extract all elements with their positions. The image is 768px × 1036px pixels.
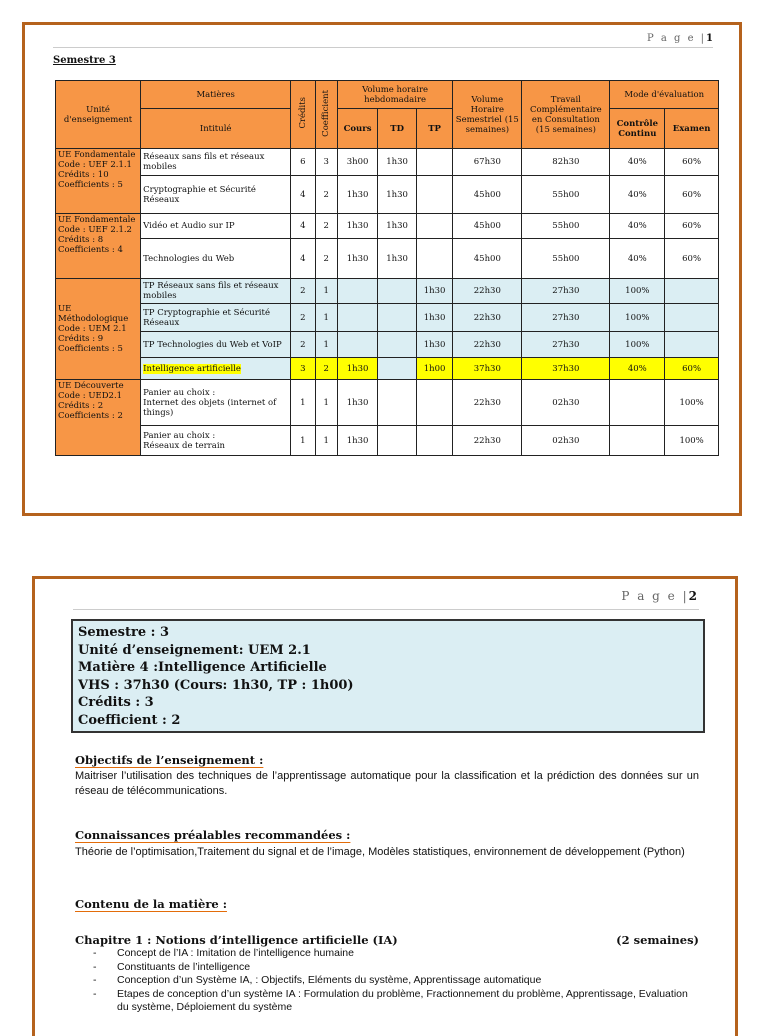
header-coefficient: Coefficient: [315, 81, 337, 149]
cell-intitule: Panier au choix : Internet des objets (internet of things): [141, 380, 291, 426]
cell-intitule: TP Cryptographie et Sécurité Réseaux: [141, 304, 291, 332]
table-row: [56, 332, 719, 358]
cell-cours: 1h30: [337, 239, 378, 279]
list-item: - Etapes de conception d’un système IA : Formulation du problème, Fractionnement du problème, Apprentissage, Evaluation du système, Déploiement du système: [91, 988, 691, 1015]
chapitre-1-title: Chapitre 1 : Notions d’intelligence artificielle (IA): [75, 933, 398, 947]
cell-vhs: 22h30: [453, 279, 522, 304]
header-vh-hebdo: Volume horaire hebdomadaire: [337, 81, 453, 109]
header-rule: [73, 609, 699, 610]
cell-travail: 82h30: [522, 149, 610, 176]
table-row: [56, 149, 719, 176]
cell-intitule: Intelligence artificielle: [141, 358, 291, 380]
cell-credits: 2: [291, 304, 315, 332]
cell-intitule: TP Technologies du Web et VoIP: [141, 332, 291, 358]
info-semestre: Semestre : 3: [78, 625, 170, 640]
cell-cc: 40%: [610, 214, 665, 239]
info-vhs: VHS : 37h30 (Cours: 1h30, TP : 1h00): [78, 677, 354, 693]
cell-vhs: 67h30: [453, 149, 522, 176]
course-info-box: [71, 619, 705, 733]
page-number: P a g e |2: [621, 589, 697, 603]
cell-exam: 60%: [665, 358, 719, 380]
cell-travail: 27h30: [522, 279, 610, 304]
header-cours: Cours: [337, 109, 378, 149]
cell-exam: [665, 332, 719, 358]
cell-tp: 1h00: [416, 358, 452, 380]
cell-td: 1h30: [378, 214, 417, 239]
cell-cc: 100%: [610, 279, 665, 304]
cell-vhs: 45h00: [453, 176, 522, 214]
cell-coef: 3: [315, 149, 337, 176]
header-td: TD: [378, 109, 417, 149]
cell-coef: 2: [315, 176, 337, 214]
cell-cours: 1h30: [337, 426, 378, 456]
cell-exam: [665, 304, 719, 332]
semester-title: Semestre 3: [53, 55, 116, 66]
info-coefficient: Coefficient : 2: [78, 712, 181, 728]
cell-vhs: 45h00: [453, 239, 522, 279]
cell-cc: [610, 380, 665, 426]
objectifs-text: Maitriser l’utilisation des techniques de l’apprentissage automatique pour la classification et la prédiction des données sur un réseau de télécommunications.: [75, 770, 699, 797]
page-number: P a g e |1: [646, 33, 713, 44]
header-controle: Contrôle Continu: [610, 109, 665, 149]
table-row: [56, 239, 719, 279]
cell-coef: 1: [315, 304, 337, 332]
cell-travail: 55h00: [522, 176, 610, 214]
cell-cc: 100%: [610, 332, 665, 358]
cell-tp: [416, 239, 452, 279]
ue-block: UE Fondamentale Code : UEF 2.1.2 Crédits : 8 Coefficients : 4: [56, 214, 141, 279]
cell-exam: 60%: [665, 214, 719, 239]
cell-cours: [337, 332, 378, 358]
cell-tp: 1h30: [416, 332, 452, 358]
table-row: [56, 380, 719, 426]
cell-intitule: TP Réseaux sans fils et réseaux mobiles: [141, 279, 291, 304]
cell-travail: 55h00: [522, 239, 610, 279]
cell-tp: [416, 176, 452, 214]
cell-cours: [337, 279, 378, 304]
objectifs-title: Objectifs de l’enseignement :: [75, 753, 264, 767]
header-travail: Travail Complémentaire en Consultation (15 semaines): [522, 81, 610, 149]
list-item: - Constituants de l’intelligence: [91, 961, 691, 975]
cell-intitule: Technologies du Web: [141, 239, 291, 279]
header-tp: TP: [416, 109, 452, 149]
header-intitule: Intitulé: [141, 109, 291, 149]
header-vhs: Volume Horaire Semestriel (15 semaines): [453, 81, 522, 149]
cell-travail: 27h30: [522, 304, 610, 332]
connaissances-title: Connaissances préalables recommandées :: [75, 828, 351, 842]
cell-cours: 1h30: [337, 380, 378, 426]
info-matiere: Matière 4 :Intelligence Artificielle: [78, 660, 327, 675]
cell-td: [378, 358, 417, 380]
cell-travail: 02h30: [522, 380, 610, 426]
cell-td: [378, 332, 417, 358]
cell-credits: 2: [291, 332, 315, 358]
table-row-highlighted: [56, 358, 719, 380]
cell-intitule: Panier au choix : Réseaux de terrain: [141, 426, 291, 456]
cell-exam: 100%: [665, 380, 719, 426]
header-mode-eval: Mode d'évaluation: [610, 81, 719, 109]
chapitre-1-items: [91, 947, 691, 1015]
cell-intitule: Cryptographie et Sécurité Réseaux: [141, 176, 291, 214]
cell-travail: 02h30: [522, 426, 610, 456]
cell-vhs: 22h30: [453, 380, 522, 426]
header-examen: Examen: [665, 109, 719, 149]
cell-exam: 60%: [665, 176, 719, 214]
page-1: [22, 22, 742, 516]
cell-cours: [337, 304, 378, 332]
contenu-title: Contenu de la matière :: [75, 897, 227, 911]
table-row: [56, 279, 719, 304]
cell-credits: 4: [291, 214, 315, 239]
cell-credits: 3: [291, 358, 315, 380]
cell-cc: 40%: [610, 239, 665, 279]
cell-credits: 1: [291, 426, 315, 456]
cell-cc: 40%: [610, 176, 665, 214]
cell-td: [378, 426, 417, 456]
list-item: - Conception d’un Système IA, : Objectifs, Eléments du système, Apprentissage automatique: [91, 974, 691, 988]
cell-tp: 1h30: [416, 304, 452, 332]
cell-cours: 1h30: [337, 214, 378, 239]
cell-coef: 1: [315, 332, 337, 358]
cell-cours: 3h00: [337, 149, 378, 176]
ue-block: UE Découverte Code : UED2.1 Crédits : 2 Coefficients : 2: [56, 380, 141, 456]
cell-coef: 2: [315, 358, 337, 380]
cell-credits: 4: [291, 239, 315, 279]
cell-cc: 100%: [610, 304, 665, 332]
header-rule: [53, 47, 713, 48]
cell-exam: 60%: [665, 239, 719, 279]
cell-td: 1h30: [378, 176, 417, 214]
cell-tp: [416, 214, 452, 239]
cell-vhs: 22h30: [453, 304, 522, 332]
cell-td: 1h30: [378, 239, 417, 279]
cell-travail: 55h00: [522, 214, 610, 239]
chapitre-1-weeks: (2 semaines): [616, 933, 699, 947]
cell-credits: 2: [291, 279, 315, 304]
program-table: [55, 80, 719, 456]
cell-cc: [610, 426, 665, 456]
cell-intitule: Vidéo et Audio sur IP: [141, 214, 291, 239]
ue-block: UE Méthodologique Code : UEM 2.1 Crédits : 9 Coefficients : 5: [56, 279, 141, 380]
cell-coef: 2: [315, 239, 337, 279]
ue-block: UE Fondamentale Code : UEF 2.1.1 Crédits : 10 Coefficients : 5: [56, 149, 141, 214]
chapitre-1-heading: [75, 933, 699, 947]
info-unite: Unité d’enseignement: UEM 2.1: [78, 642, 311, 658]
cell-tp: 1h30: [416, 279, 452, 304]
cell-travail: 37h30: [522, 358, 610, 380]
cell-vhs: 22h30: [453, 426, 522, 456]
table-row: [56, 176, 719, 214]
cell-cours: 1h30: [337, 176, 378, 214]
cell-exam: 60%: [665, 149, 719, 176]
cell-vhs: 45h00: [453, 214, 522, 239]
cell-credits: 1: [291, 380, 315, 426]
cell-tp: [416, 426, 452, 456]
table-row: [56, 426, 719, 456]
table-row: [56, 214, 719, 239]
cell-travail: 27h30: [522, 332, 610, 358]
info-credits: Crédits : 3: [78, 695, 154, 710]
connaissances-text: Théorie de l’optimisation,Traitement du signal et de l’image, Modèles statistiques, environnement de développement (Python): [75, 846, 685, 858]
table-row: [56, 304, 719, 332]
cell-cours: 1h30: [337, 358, 378, 380]
cell-vhs: 37h30: [453, 358, 522, 380]
cell-tp: [416, 149, 452, 176]
cell-credits: 4: [291, 176, 315, 214]
cell-intitule: Réseaux sans fils et réseaux mobiles: [141, 149, 291, 176]
cell-vhs: 22h30: [453, 332, 522, 358]
header-credits: Crédits: [291, 81, 315, 149]
cell-cc: 40%: [610, 358, 665, 380]
cell-td: 1h30: [378, 149, 417, 176]
page-2: [32, 576, 738, 1036]
cell-coef: 1: [315, 380, 337, 426]
cell-td: [378, 380, 417, 426]
header-matieres: Matières: [141, 81, 291, 109]
cell-td: [378, 279, 417, 304]
cell-coef: 1: [315, 279, 337, 304]
cell-cc: 40%: [610, 149, 665, 176]
cell-td: [378, 304, 417, 332]
cell-coef: 1: [315, 426, 337, 456]
header-unite: Unité d'enseignement: [56, 81, 141, 149]
list-item: - Concept de l’IA : Imitation de l’intelligence humaine: [91, 947, 691, 961]
cell-exam: 100%: [665, 426, 719, 456]
cell-credits: 6: [291, 149, 315, 176]
cell-exam: [665, 279, 719, 304]
cell-tp: [416, 380, 452, 426]
cell-coef: 2: [315, 214, 337, 239]
